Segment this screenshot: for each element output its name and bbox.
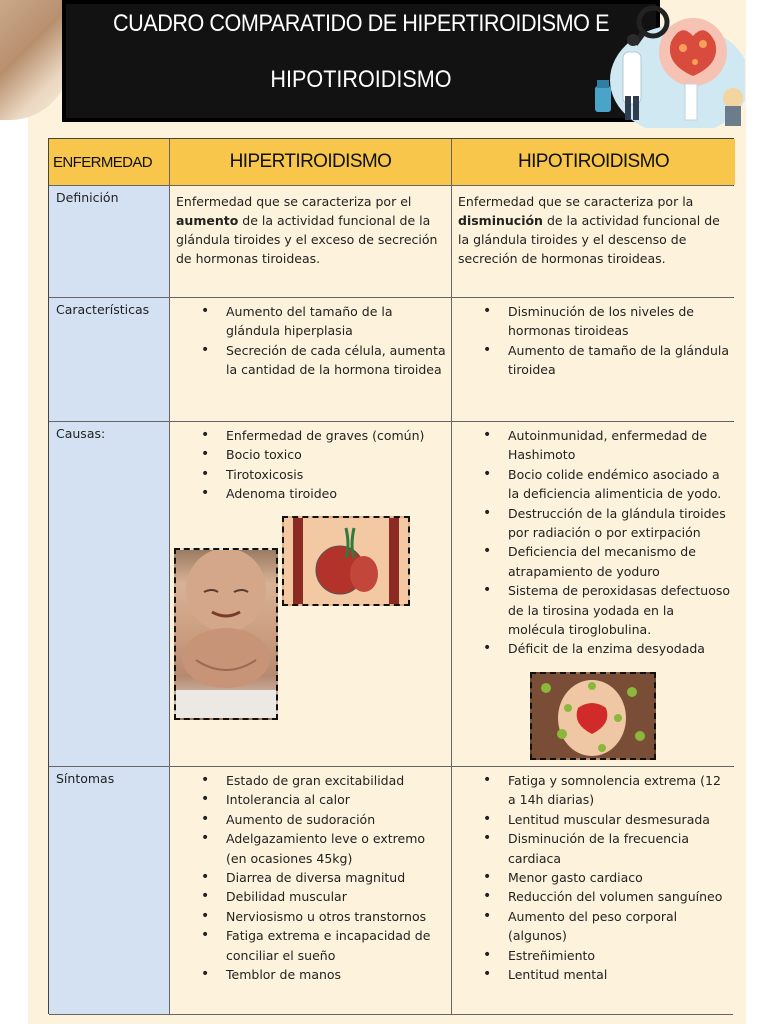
list-item: • Adenoma tiroideo xyxy=(170,484,447,503)
thyroid-gland-illustration xyxy=(282,516,410,606)
causas-hipo-list xyxy=(452,426,731,659)
row-label-cell xyxy=(49,298,170,421)
list-item: • Bocio colide endémico asociado a la deficiencia alimenticia de yodo. xyxy=(452,465,731,504)
list-item: • Disminución de los niveles de hormonas tiroideas xyxy=(452,302,731,341)
definicion-hipo-keyword: disminución xyxy=(458,213,543,228)
list-item: • Debilidad muscular xyxy=(170,887,447,906)
row-label-cell xyxy=(49,186,170,297)
list-item: • Lentitud muscular desmesurada xyxy=(452,810,731,829)
list-item: • Adelgazamiento leve o extremo (en ocasiones 45kg) xyxy=(170,829,447,868)
list-item: • Aumento del peso corporal (algunos) xyxy=(452,907,731,946)
list-item: • Deficiencia del mecanismo de atrapamiento de yoduro xyxy=(452,542,731,581)
page-margin-right xyxy=(746,0,768,1024)
title-line-2: HIPOTIROIDISMO xyxy=(270,66,452,93)
list-item: • Fatiga extrema e incapacidad de conciliar el sueño xyxy=(170,926,447,965)
list-item: • Disminución de la frecuencia cardiaca xyxy=(452,829,731,868)
row-label-cell xyxy=(49,767,170,1014)
list-item: • Nerviosismo u otros transtornos xyxy=(170,907,447,926)
goiter-neck-photo xyxy=(174,548,278,720)
list-item: • Tirotoxicosis xyxy=(170,465,447,484)
page-margin-left xyxy=(0,0,28,1024)
definicion-hipo-text-start: Enfermedad que se caracteriza por la xyxy=(458,194,694,209)
list-item: • Autoinmunidad, enfermedad de Hashimoto xyxy=(452,426,731,465)
list-item: • Déficit de la enzima desyodada xyxy=(452,639,731,658)
list-item: • Diarrea de diversa magnitud xyxy=(170,868,447,887)
doctor-thyroid-illustration xyxy=(585,0,745,128)
list-item: • Aumento de tamaño de la glándula tiroidea xyxy=(452,341,731,380)
list-item: • Reducción del volumen sanguíneo xyxy=(452,887,731,906)
list-item: • Estado de gran excitabilidad xyxy=(170,771,447,790)
caracteristicas-hipo-list xyxy=(452,302,731,380)
row-sintomas xyxy=(49,767,733,1015)
header-hipotiroidismo: HIPOTIROIDISMO xyxy=(452,139,735,185)
list-item: • Enfermedad de graves (común) xyxy=(170,426,447,445)
definicion-hipo-text-end: de la actividad funcional de la glándula tiroides y el descenso de secreción de hormonas tiroideas. xyxy=(458,213,720,266)
list-item: • Intolerancia al calor xyxy=(170,790,447,809)
row-label-definicion: Definición xyxy=(56,190,119,205)
list-item: • Secreción de cada célula, aumenta la cantidad de la hormona tiroidea xyxy=(170,341,447,380)
list-item: • Lentitud mental xyxy=(452,965,731,984)
definicion-hiper-cell xyxy=(170,186,452,297)
row-label-caracteristicas: Características xyxy=(56,302,150,317)
list-item: • Temblor de manos xyxy=(170,965,447,984)
list-item: • Estreñimiento xyxy=(452,946,731,965)
title-line-1: CUADRO COMPARATIDO DE HIPERTIROIDISMO E xyxy=(112,10,610,37)
title-banner xyxy=(62,0,660,122)
row-label-causas: Causas: xyxy=(56,426,106,441)
caracteristicas-hiper-list xyxy=(170,302,447,380)
definicion-hipo-cell xyxy=(452,186,735,297)
list-item: • Aumento del tamaño de la glándula hiperplasia xyxy=(170,302,447,341)
list-item: • Fatiga y somnolencia extrema (12 a 14h diarias) xyxy=(452,771,731,810)
definicion-hiper xyxy=(176,192,445,268)
comparison-table xyxy=(48,138,734,1014)
thyroid-antibodies-illustration xyxy=(530,672,656,760)
list-item: • Bocio toxico xyxy=(170,445,447,464)
causas-hiper-list xyxy=(170,426,447,504)
header-enfermedad: ENFERMEDAD xyxy=(49,139,170,185)
sintomas-hipo-cell xyxy=(452,767,735,1014)
list-item: • Menor gasto cardiaco xyxy=(452,868,731,887)
sintomas-hiper-list xyxy=(170,771,447,984)
row-definicion xyxy=(49,186,733,298)
list-item: • Sistema de peroxidasas defectuoso de la tirosina yodada en la molécula tiroglobulina. xyxy=(452,581,731,639)
list-item: • Destrucción de la glándula tiroides por radiación o por extirpación xyxy=(452,504,731,543)
row-label-cell xyxy=(49,422,170,766)
header-hipertiroidismo: HIPERTIROIDISMO xyxy=(170,139,452,185)
paint-stroke-decoration xyxy=(0,0,70,120)
definicion-hiper-text-end: de la actividad funcional de la glándula tiroides y el exceso de secreción de hormonas tiroideas. xyxy=(176,213,438,266)
row-label-sintomas: Síntomas xyxy=(56,771,115,786)
row-caracteristicas xyxy=(49,298,733,422)
definicion-hipo xyxy=(458,192,729,268)
caracteristicas-hiper-cell xyxy=(170,298,452,421)
sintomas-hipo-list xyxy=(452,771,731,984)
list-item: • Aumento de sudoración xyxy=(170,810,447,829)
table-header-row xyxy=(49,139,733,186)
sintomas-hiper-cell xyxy=(170,767,452,1014)
caracteristicas-hipo-cell xyxy=(452,298,735,421)
definicion-hiper-keyword: aumento xyxy=(176,213,239,228)
definicion-hiper-text-start: Enfermedad que se caracteriza por el xyxy=(176,194,412,209)
